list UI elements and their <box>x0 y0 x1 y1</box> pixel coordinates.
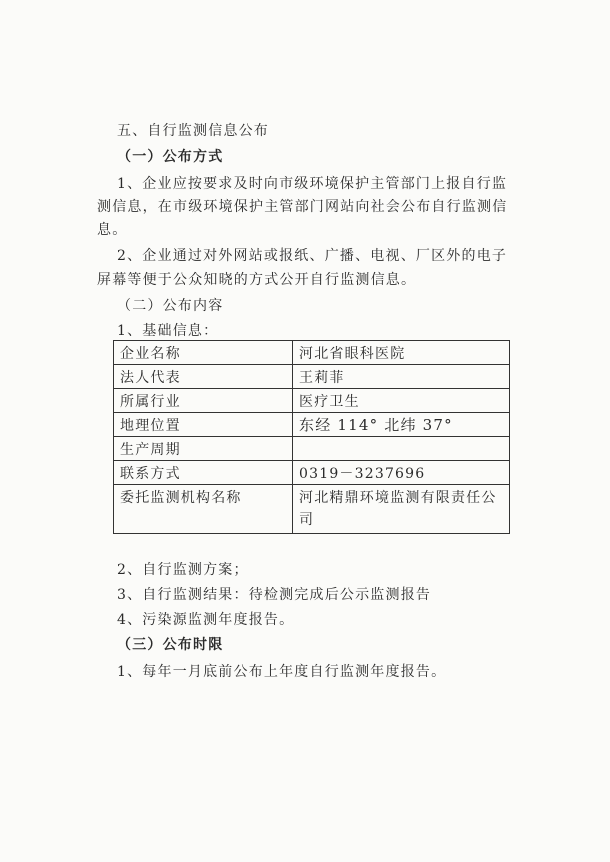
basic-info-label: 1、基础信息： <box>117 323 219 339</box>
paragraph-1-line-1: 1、企业应按要求及时向市级环境保护主管部门上报自行监 <box>117 176 508 192</box>
basic-info-table <box>113 340 510 534</box>
subsection-1-title: （一）公布方式 <box>117 149 224 165</box>
paragraph-2-line-1: 2、企业通过对外网站或报纸、广播、电视、厂区外的电子 <box>117 248 508 264</box>
table-value-cell: 河北精鼎环境监测有限责任公司 <box>293 485 510 534</box>
item-2: 2、自行监测方案； <box>117 562 249 578</box>
paragraph-1-line-3: 息。 <box>97 222 128 238</box>
table-value-cell: 医疗卫生 <box>293 389 510 413</box>
table-key-cell: 地理位置 <box>114 413 293 437</box>
table-key-cell: 法人代表 <box>114 365 293 389</box>
table-key-cell: 联系方式 <box>114 461 293 485</box>
table-value-cell <box>293 437 510 461</box>
paragraph-3: 1、每年一月底前公布上年度自行监测年度报告。 <box>117 664 447 680</box>
item-3: 3、自行监测结果：待检测完成后公示监测报告 <box>117 587 432 603</box>
table-row <box>114 365 510 389</box>
table-value-cell: 东经 114° 北纬 37° <box>293 413 510 437</box>
subsection-3-title: （三）公布时限 <box>117 637 224 653</box>
table-row <box>114 341 510 365</box>
table-key-cell: 企业名称 <box>114 341 293 365</box>
table-key-cell: 所属行业 <box>114 389 293 413</box>
table-row <box>114 437 510 461</box>
item-4: 4、污染源监测年度报告。 <box>117 612 295 628</box>
paragraph-1-line-2: 测信息，在市级环境保护主管部门网站向社会公布自行监测信 <box>97 199 508 215</box>
table-value-cell: 王莉菲 <box>293 365 510 389</box>
table-row <box>114 413 510 437</box>
table-value-cell: 0319－3237696 <box>293 461 510 485</box>
table-key-cell: 委托监测机构名称 <box>114 485 293 534</box>
table-row <box>114 389 510 413</box>
table-key-cell: 生产周期 <box>114 437 293 461</box>
section-title: 五、自行监测信息公布 <box>117 123 269 139</box>
table-row <box>114 485 510 534</box>
table-value-cell: 河北省眼科医院 <box>293 341 510 365</box>
paragraph-2-line-2: 屏幕等便于公众知晓的方式公开自行监测信息。 <box>97 272 417 288</box>
subsection-2-title: （二）公布内容 <box>117 298 224 314</box>
table-row <box>114 461 510 485</box>
